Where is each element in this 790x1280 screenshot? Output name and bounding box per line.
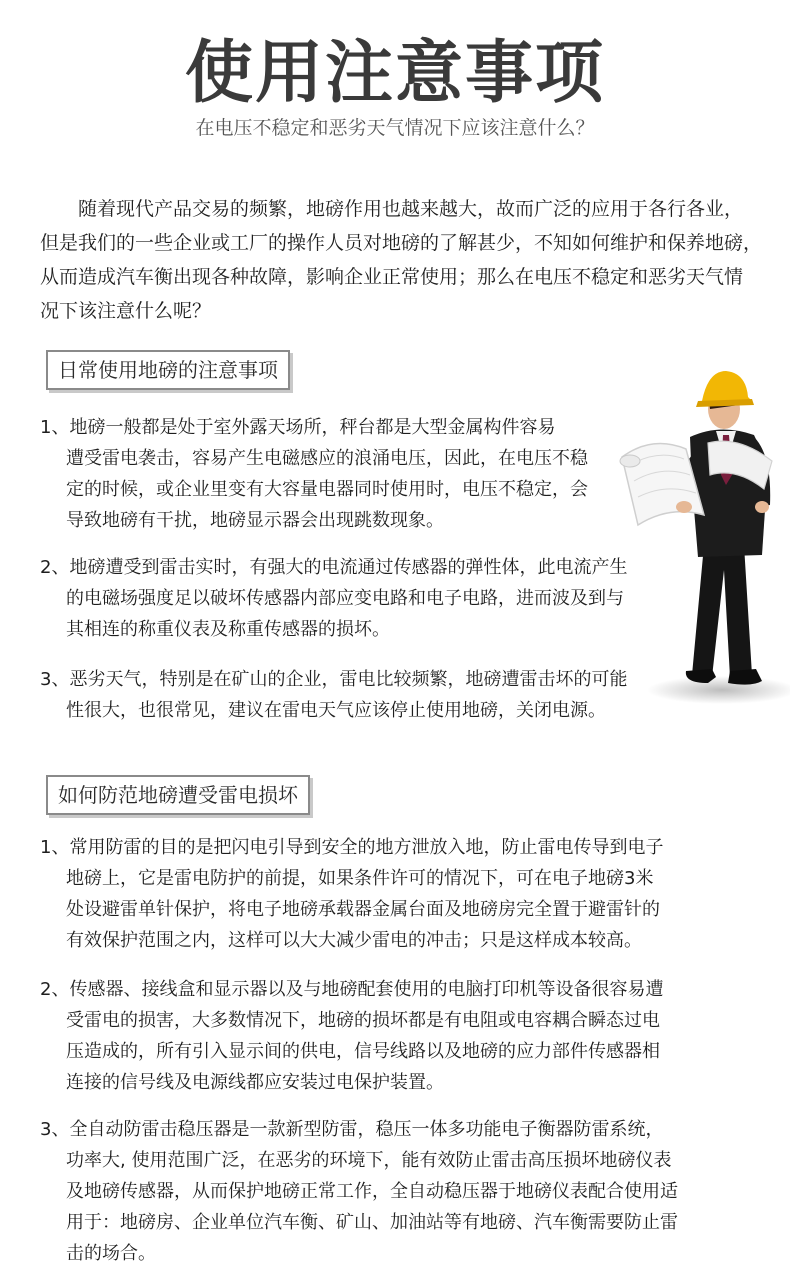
- intro-paragraph: [40, 192, 763, 328]
- list-item-line: 性很大，也很常见，建议在雷电天气应该停止使用地磅，关闭电源。: [66, 700, 606, 721]
- intro-line: 随着现代产品交易的频繁，地磅作用也越来越大，故而广泛的应用于各行各业，: [40, 198, 744, 220]
- intro-line: 况下该注意什么呢？: [40, 300, 212, 322]
- list-item-line: 2、传感器、接线盒和显示器以及与地磅配套使用的电脑打印机等设备很容易遭: [40, 979, 664, 1000]
- list-item-line: 受雷电的损害，大多数情况下，地磅的损坏都是有电阻或电容耦合瞬态过电: [66, 1010, 660, 1031]
- list-item-line: 压造成的，所有引入显示间的供电，信号线路以及地磅的应力部件传感器相: [66, 1041, 660, 1062]
- intro-line: 从而造成汽车衡出现各种故障，影响企业正常使用；那么在电压不稳定和恶劣天气情: [40, 266, 744, 288]
- list-item: [40, 832, 720, 956]
- list-item-line: 1、地磅一般都是处于室外露天场所，秤台都是大型金属构件容易: [40, 417, 556, 438]
- list-item-line: 3、恶劣天气，特别是在矿山的企业，雷电比较频繁，地磅遭雷击坏的可能: [40, 669, 628, 690]
- list-item-line: 地磅上，它是雷电防护的前提，如果条件许可的情况下，可在电子地磅3米: [66, 868, 654, 889]
- list-item: [40, 1114, 720, 1269]
- list-item-line: 2、地磅遭受到雷击实时，有强大的电流通过传感器的弹性体，此电流产生: [40, 557, 628, 578]
- engineer-with-blueprint-icon: [612, 365, 790, 710]
- list-item: [40, 974, 720, 1098]
- list-item-line: 3、全自动防雷击稳压器是一款新型防雷，稳压一体多功能电子衡器防雷系统，: [40, 1119, 664, 1140]
- list-item-line: 功率大, 使用范围广泛，在恶劣的环境下，能有效防止雷击高压损坏地磅仪表: [66, 1150, 672, 1171]
- list-item-line: 遭受雷电袭击，容易产生电磁感应的浪涌电压，因此，在电压不稳: [66, 448, 588, 469]
- page-subtitle: 在电压不稳定和恶劣天气情况下应该注意什么？: [195, 117, 595, 139]
- list-item-line: 导致地磅有干扰，地磅显示器会出现跳数现象。: [66, 510, 444, 531]
- page-title: 使用注意事项: [184, 34, 605, 113]
- list-item-line: 定的时候，或企业里变有大容量电器同时使用时，电压不稳定，会: [66, 479, 588, 500]
- list-item-line: 其相连的称重仪表及称重传感器的损坏。: [66, 619, 390, 640]
- intro-line: 但是我们的一些企业或工厂的操作人员对地磅的了解甚少，不知如何维护和保养地磅，: [40, 232, 763, 254]
- list-item-line: 有效保护范围之内，这样可以大大减少雷电的冲击；只是这样成本较高。: [66, 930, 642, 951]
- list-item-line: 击的场合。: [66, 1243, 156, 1264]
- section-heading-lightning-protection: 如何防范地磅遭受雷电损坏: [46, 775, 310, 815]
- section-heading-daily-use: 日常使用地磅的注意事项: [46, 350, 290, 390]
- list-item-line: 的电磁场强度足以破坏传感器内部应变电路和电子电路，进而波及到与: [66, 588, 624, 609]
- list-item-line: 用于：地磅房、企业单位汽车衡、矿山、加油站等有地磅、汽车衡需要防止雷: [66, 1212, 678, 1233]
- list-item-line: 1、常用防雷的目的是把闪电引导到安全的地方泄放入地，防止雷电传导到电子: [40, 837, 664, 858]
- list-item-line: 连接的信号线及电源线都应安装过电保护装置。: [66, 1072, 444, 1093]
- list-item-line: 及地磅传感器，从而保护地磅正常工作，全自动稳压器于地磅仪表配合使用适: [66, 1181, 678, 1202]
- list-item-line: 处设避雷单针保护，将电子地磅承载器金属台面及地磅房完全置于避雷针的: [66, 899, 660, 920]
